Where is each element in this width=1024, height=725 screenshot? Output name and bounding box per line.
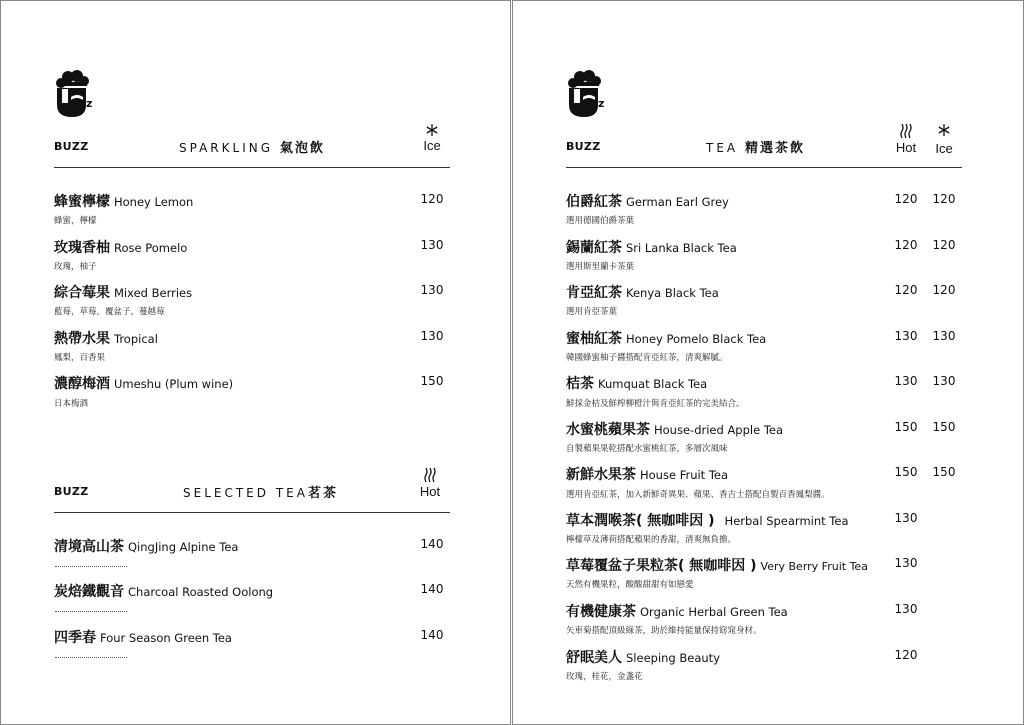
menu-item-price: 130 [420,238,444,252]
steam-icon [899,122,913,139]
brand-name: BUZZ [54,485,89,498]
menu-item-desc: 選用德國伯爵茶葉 [566,216,635,226]
menu-item-price: 140 [420,628,444,642]
steam-icon [423,466,437,483]
hot-price: 130 [894,556,918,570]
ice-price: 150 [932,465,956,479]
menu-item-desc: 藍莓，草莓，覆盆子，蔓越莓 [54,307,165,317]
menu-item-name: 水蜜桃蘋果茶 House-dried Apple Tea [566,422,784,438]
ice-price: 150 [932,420,956,434]
menu-item-name: 清境高山茶 QingJing Alpine Tea [54,539,239,555]
menu-item-price: 130 [420,283,444,297]
section-title-en: SPARKLING [179,141,274,155]
dotted-divider [55,611,127,612]
header-divider [54,167,450,168]
menu-item-price: 140 [420,537,444,551]
brand-name: BUZZ [54,140,89,153]
menu-item-desc: 鮮採金桔及鮮榨柳橙汁與肯亞紅茶的完美結合。 [566,399,745,409]
menu-item-desc: 日本梅酒 [54,399,89,409]
header-divider [566,167,962,168]
section-title-en: TEA [706,141,739,155]
header-divider [54,512,450,513]
section-title-zh: 茗茶 [307,486,338,501]
menu-item-desc: 鳳梨，百香果 [54,353,106,363]
hot-price: 130 [894,602,918,616]
menu-item-name: 濃醇梅酒 Umeshu (Plum wine) [54,376,234,392]
menu-item-name: 蜜柚紅茶 Honey Pomelo Black Tea [566,331,767,347]
menu-item-desc: 矢車菊搭配頂級綠茶，助於維持能量保持窈窕身材。 [566,626,762,636]
menu-item-name: 蜂蜜檸檬 Honey Lemon [54,194,194,210]
hot-price: 120 [894,238,918,252]
menu-item-desc: 選用肯亞茶葉 [566,307,618,317]
hot-column-header [415,466,445,499]
tea-title [706,137,805,156]
sparkling-title [179,137,325,156]
ice-price: 120 [932,192,956,206]
menu-item-name: 炭焙鐵觀音 Charcoal Roasted Oolong [54,584,274,600]
ice-column-header [929,123,959,156]
menu-item-name: 玫瑰香柚 Rose Pomelo [54,240,188,256]
menu-item-name: 草本潤喉茶( 無咖啡因 ) Herbal Spearmint Tea [566,513,849,529]
menu-item-desc: 蜂蜜，檸檬 [54,216,97,226]
ice-column-header [417,123,447,153]
ice-label: Ice [935,141,953,156]
menu-item-desc: 天然有機果粒，酸酸甜甜有如戀愛 [566,580,694,590]
ice-price: 130 [932,329,956,343]
menu-item-price: 130 [420,329,444,343]
ice-price: 120 [932,238,956,252]
hot-price: 120 [894,648,918,662]
buzz-cup-logo-icon [565,69,609,123]
hot-price: 120 [894,283,918,297]
menu-item-price: 120 [420,192,444,206]
hot-label: Hot [419,484,441,499]
hot-label: Hot [895,140,917,155]
menu-item-name: 錫蘭紅茶 Sri Lanka Black Tea [566,240,737,256]
menu-item-name: 新鮮水果茶 House Fruit Tea [566,467,729,483]
hot-price: 130 [894,329,918,343]
hot-price: 120 [894,192,918,206]
svg-text:z: z [598,97,605,110]
snowflake-icon [937,123,951,137]
selected-tea-title [183,482,338,501]
hot-price: 130 [894,511,918,525]
dotted-divider [55,566,127,567]
svg-text:z: z [86,97,93,110]
menu-item-name: 綜合莓果 Mixed Berries [54,285,193,301]
dotted-divider [55,657,127,658]
hot-column-header [891,122,921,155]
left-menu-page [0,0,511,725]
section-title-en: SELECTED TEA [183,486,308,500]
right-menu-page [512,0,1024,725]
menu-item-price: 150 [420,374,444,388]
hot-price: 150 [894,420,918,434]
menu-item-desc: 選用斯里蘭卡茶葉 [566,262,635,272]
section-title-zh: 精選茶飲 [744,141,805,156]
menu-item-desc: 選用肯亞紅茶，加入新鮮奇異果、蘋果、香吉士搭配自製百香鳳梨醬。 [566,490,830,500]
snowflake-icon [425,123,439,137]
menu-item-desc: 韓國蜂蜜柚子醬搭配肯亞紅茶，清爽解膩。 [566,353,728,363]
ice-label: Ice [423,138,441,153]
buzz-cup-logo-icon [53,69,97,123]
menu-item-desc: 自製蘋果果乾搭配水蜜桃紅茶，多層次風味 [566,444,728,454]
menu-item-desc: 玫瑰，桂花，金盞花 [566,672,643,682]
menu-item-name: 四季春 Four Season Green Tea [54,630,232,646]
menu-item-name: 伯爵紅茶 German Earl Grey [566,194,729,210]
menu-item-name: 桔茶 Kumquat Black Tea [566,376,708,392]
menu-item-name: 有機健康茶 Organic Herbal Green Tea [566,604,788,620]
hot-price: 150 [894,465,918,479]
brand-name: BUZZ [566,140,601,153]
menu-item-name: 草莓覆盆子果粒茶( 無咖啡因 ) Very Berry Fruit Tea [566,558,868,574]
menu-item-name: 肯亞紅茶 Kenya Black Tea [566,285,719,301]
menu-item-name: 熱帶水果 Tropical [54,331,158,347]
menu-item-price: 140 [420,582,444,596]
menu-item-desc: 檸檬草及薄荷搭配蘋果的香甜，清爽無負擔。 [566,535,737,545]
menu-item-name: 舒眠美人 Sleeping Beauty [566,650,720,666]
ice-price: 120 [932,283,956,297]
section-title-zh: 氣泡飲 [279,141,325,156]
menu-item-desc: 玫瑰，柚子 [54,262,97,272]
ice-price: 130 [932,374,956,388]
hot-price: 130 [894,374,918,388]
